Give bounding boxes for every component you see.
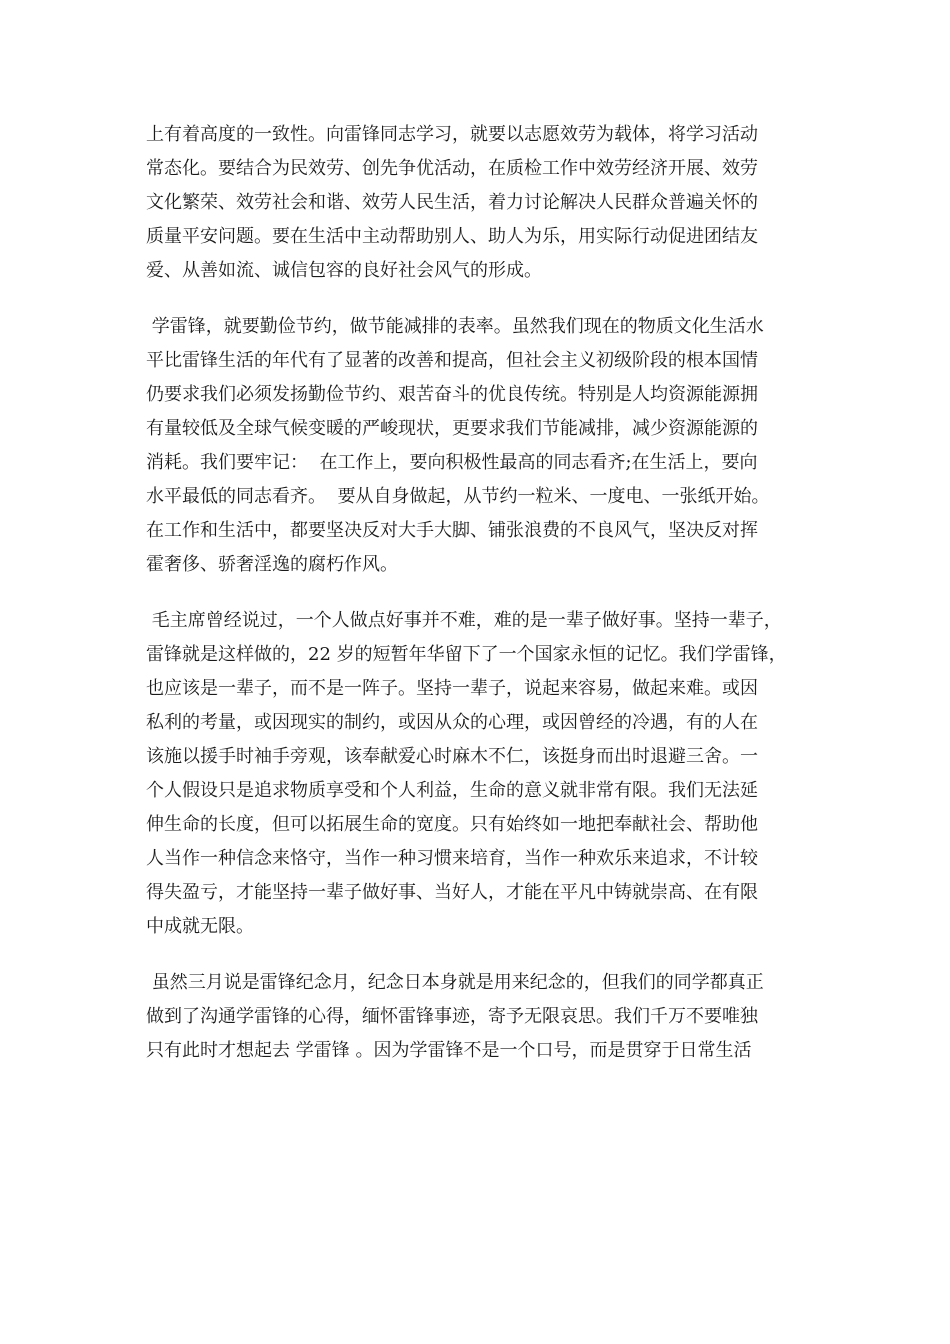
text-line: 该施以援手时袖手旁观，该奉献爱心时麻木不仁，该挺身而出时退避三舍。一	[146, 746, 758, 767]
text-line: 消耗。我们要牢记： 在工作上，要向积极性最高的同志看齐;在生活上，要向	[146, 452, 758, 473]
paragraph-1	[146, 118, 826, 288]
text-line: 得失盈亏，才能坚持一辈子做好事、当好人，才能在平凡中铸就崇高、在有限	[146, 882, 758, 903]
text-line: 毛主席曾经说过，一个人做点好事并不难，难的是一辈子做好事。坚持一辈子，	[146, 610, 782, 631]
text-line: 私利的考量，或因现实的制约，或因从众的心理，或因曾经的冷遇，有的人在	[146, 712, 758, 733]
paragraph-3	[146, 604, 826, 944]
text-line: 质量平安问题。要在生活中主动帮助别人、助人为乐，用实际行动促进团结友	[146, 226, 758, 247]
text-line: 只有此时才想起去 学雷锋 。因为学雷锋不是一个口号，而是贯穿于日常生活	[146, 1040, 752, 1061]
text-line: 伸生命的长度，但可以拓展生命的宽度。只有始终如一地把奉献社会、帮助他	[146, 814, 758, 835]
text-line: 上有着高度的一致性。向雷锋同志学习，就要以志愿效劳为载体，将学习活动	[146, 124, 758, 145]
text-line: 文化繁荣、效劳社会和谐、效劳人民生活，着力讨论解决人民群众普遍关怀的	[146, 192, 758, 213]
text-line: 仍要求我们必须发扬勤俭节约、艰苦奋斗的优良传统。特别是人均资源能源拥	[146, 384, 758, 405]
text-line: 爱、从善如流、诚信包容的良好社会风气的形成。	[146, 260, 542, 281]
paragraph-2	[146, 310, 826, 582]
text-line: 常态化。要结合为民效劳、创先争优活动，在质检工作中效劳经济开展、效劳	[146, 158, 758, 179]
text-line: 水平最低的同志看齐。 要从自身做起，从节约一粒米、一度电、一张纸开始。	[146, 486, 770, 507]
text-line: 个人假设只是追求物质享受和个人利益，生命的意义就非常有限。我们无法延	[146, 780, 758, 801]
text-line: 做到了沟通学雷锋的心得，缅怀雷锋事迹，寄予无限哀思。我们千万不要唯独	[146, 1006, 758, 1027]
text-line: 学雷锋，就要勤俭节约，做节能减排的表率。虽然我们现在的物质文化生活水	[146, 316, 764, 337]
text-line: 中成就无限。	[146, 916, 254, 937]
text-line: 虽然三月说是雷锋纪念月，纪念日本身就是用来纪念的，但我们的同学都真正	[146, 972, 764, 993]
text-line: 在工作和生活中，都要坚决反对大手大脚、铺张浪费的不良风气，坚决反对挥	[146, 520, 758, 541]
paragraph-4	[146, 966, 826, 1068]
text-line: 雷锋就是这样做的，22 岁的短暂年华留下了一个国家永恒的记忆。我们学雷锋，	[146, 644, 787, 665]
text-line: 人当作一种信念来恪守，当作一种习惯来培育，当作一种欢乐来追求，不计较	[146, 848, 758, 869]
text-line: 平比雷锋生活的年代有了显著的改善和提高，但社会主义初级阶段的根本国情	[146, 350, 758, 371]
body-text	[146, 118, 826, 1090]
text-line: 有量较低及全球气候变暖的严峻现状，更要求我们节能减排，减少资源能源的	[146, 418, 758, 439]
text-line: 霍奢侈、骄奢淫逸的腐朽作风。	[146, 554, 398, 575]
text-line: 也应该是一辈子，而不是一阵子。坚持一辈子，说起来容易，做起来难。或因	[146, 678, 758, 699]
